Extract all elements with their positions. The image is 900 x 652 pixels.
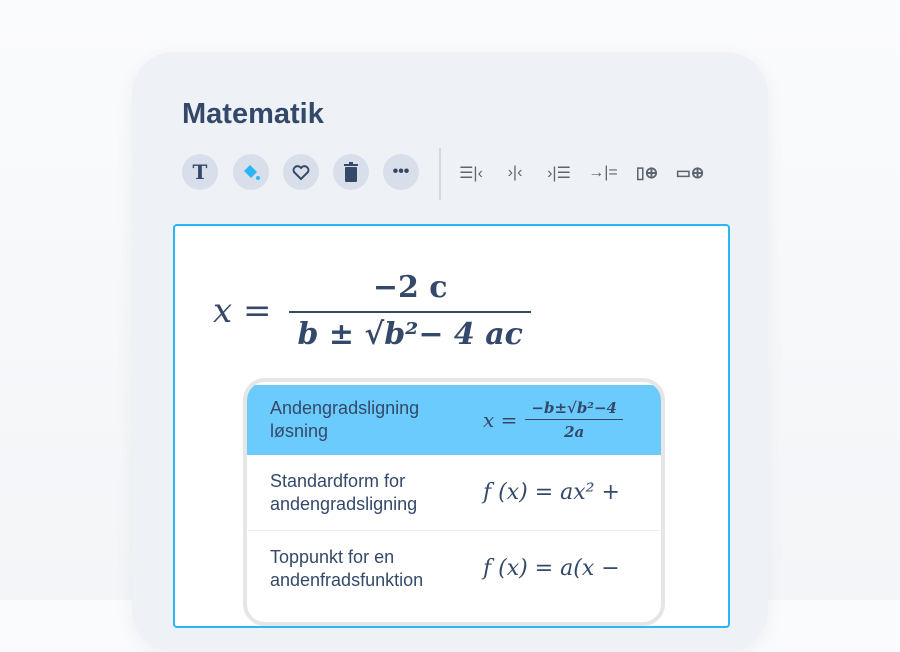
align-right-text-icon: ›|☰	[547, 165, 571, 182]
align-center-button[interactable]	[502, 161, 528, 185]
suggestion-item[interactable]	[247, 385, 661, 455]
suggestion-label: Andengradsligning løsning	[270, 398, 420, 441]
toolbar-divider	[439, 148, 441, 200]
formula-lhs: x =	[213, 291, 272, 331]
suggestion-formula	[483, 399, 623, 441]
formula-denominator: 2a	[525, 419, 623, 441]
text-button[interactable]	[182, 154, 218, 190]
suggestion-label: Toppunkt for en andenfradsfunktion	[270, 546, 424, 590]
suggestion-item[interactable]	[247, 455, 661, 531]
trash-icon	[343, 162, 359, 182]
more-icon: •••	[392, 163, 410, 180]
text-icon: T	[192, 160, 208, 184]
align-left-text-icon: ☰|‹	[459, 165, 483, 182]
paint-bucket-icon	[241, 162, 261, 182]
panel-title: Matematik	[182, 98, 324, 130]
suggestion-label: Standardform for andengradsligning	[270, 470, 418, 514]
formula-denominator: b ± √b²− 4 ac	[289, 311, 530, 352]
align-right-icon: →|=	[588, 164, 618, 181]
fill-button[interactable]	[233, 154, 269, 190]
suggestion-formula: f (x) = ax² +	[483, 480, 620, 505]
more-button[interactable]	[383, 154, 419, 190]
formula-numerator: −b±√b²−4	[531, 399, 617, 417]
insert-row-button[interactable]	[677, 161, 703, 185]
delete-button[interactable]	[333, 154, 369, 190]
formula-suggestions	[243, 378, 665, 626]
insert-row-icon: ▭⊕	[675, 165, 705, 182]
align-right-button[interactable]	[590, 161, 616, 185]
main-formula	[213, 270, 531, 352]
formula-lhs: x =	[483, 408, 518, 432]
favorite-button[interactable]	[283, 154, 319, 190]
align-left-text-button[interactable]	[458, 161, 484, 185]
heart-icon	[291, 163, 311, 181]
suggestion-item[interactable]	[247, 531, 661, 606]
formula-numerator: −2 c	[372, 270, 448, 305]
suggestion-formula: f (x) = a(x −	[483, 556, 620, 581]
insert-column-icon: ▯⊕	[635, 165, 659, 182]
align-center-icon: ›|‹	[507, 164, 523, 181]
insert-column-button[interactable]	[634, 161, 660, 185]
align-right-text-button[interactable]	[546, 161, 572, 185]
